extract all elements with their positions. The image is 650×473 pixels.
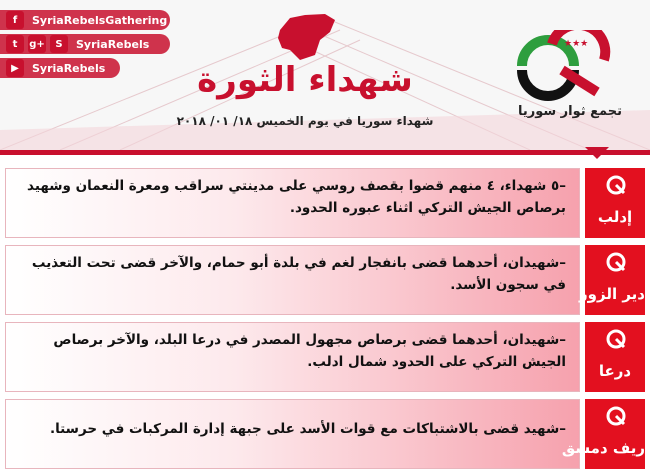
region-label: ريف دمشق (561, 439, 645, 457)
region-tag (561, 399, 645, 469)
list-item-daraa (5, 322, 645, 392)
region-tag (585, 322, 645, 392)
youtube-handle: SyriaRebels (32, 61, 106, 75)
region-label: دير الزور (579, 285, 645, 303)
header-divider (0, 150, 650, 155)
row-text: –شهيد قضى بالاشتباكات مع قوات الأسد على جبهة إدارة المركبات في حرستا. (49, 421, 566, 437)
row-text: –شهيدان، أحدهما قضى بانفجار لغم في بلدة أبو حمام، والآخر قضى تحت التعذيب في سجون الأسد. (31, 255, 566, 293)
row-panel (5, 322, 580, 392)
page-subtitle: شهداء سوريا في يوم الخميس ١٨/ ٠١/ ٢٠١٨ (176, 114, 434, 128)
twitter-icon: t (6, 35, 24, 53)
syria-rebels-logo-icon (512, 30, 617, 102)
facebook-handle: SyriaRebelsGathering (32, 13, 168, 27)
social-handle: SyriaRebels (76, 37, 150, 51)
syria-map-icon (270, 10, 340, 65)
row-panel (5, 245, 580, 315)
social-youtube[interactable] (6, 58, 105, 78)
social-main[interactable] (6, 34, 149, 54)
region-tag (579, 245, 645, 315)
skype-icon: S (50, 35, 68, 53)
region-label: إدلب (597, 208, 633, 226)
row-panel (5, 168, 580, 238)
region-tag (585, 168, 645, 238)
region-label: درعا (598, 362, 632, 380)
divider-arrow (585, 147, 609, 159)
mini-logo-icon (605, 405, 627, 427)
mini-logo-icon (605, 328, 627, 350)
youtube-icon: ▶ (6, 59, 24, 77)
page-title: شهداء الثورة (197, 60, 413, 100)
mini-logo-icon (605, 251, 627, 273)
svg-text:★★★: ★★★ (564, 39, 589, 49)
list-item-rif-dimashq (5, 399, 645, 469)
row-text: –شهيدان، أحدهما قضى برصاص مجهول المصدر في درعا البلد، والآخر برصاص الجيش التركي على الحدود شمال ادلب. (53, 332, 566, 370)
row-text: –٥ شهداء، ٤ منهم قضوا بقصف روسي على مدينتي سراقب ومعرة النعمان وشهيد برصاص الجيش التركي اثناء عبوره الحدود. (27, 178, 566, 216)
social-facebook[interactable] (6, 10, 167, 30)
row-panel (5, 399, 580, 469)
header (0, 0, 650, 150)
facebook-icon: f (6, 11, 24, 29)
list-item-deir-ezzor (5, 245, 645, 315)
mini-logo-icon (605, 174, 627, 196)
google-plus-icon: g+ (28, 35, 46, 53)
list-item-idlib (5, 168, 645, 238)
brand-name: تجمع ثوار سوريا (517, 104, 623, 119)
